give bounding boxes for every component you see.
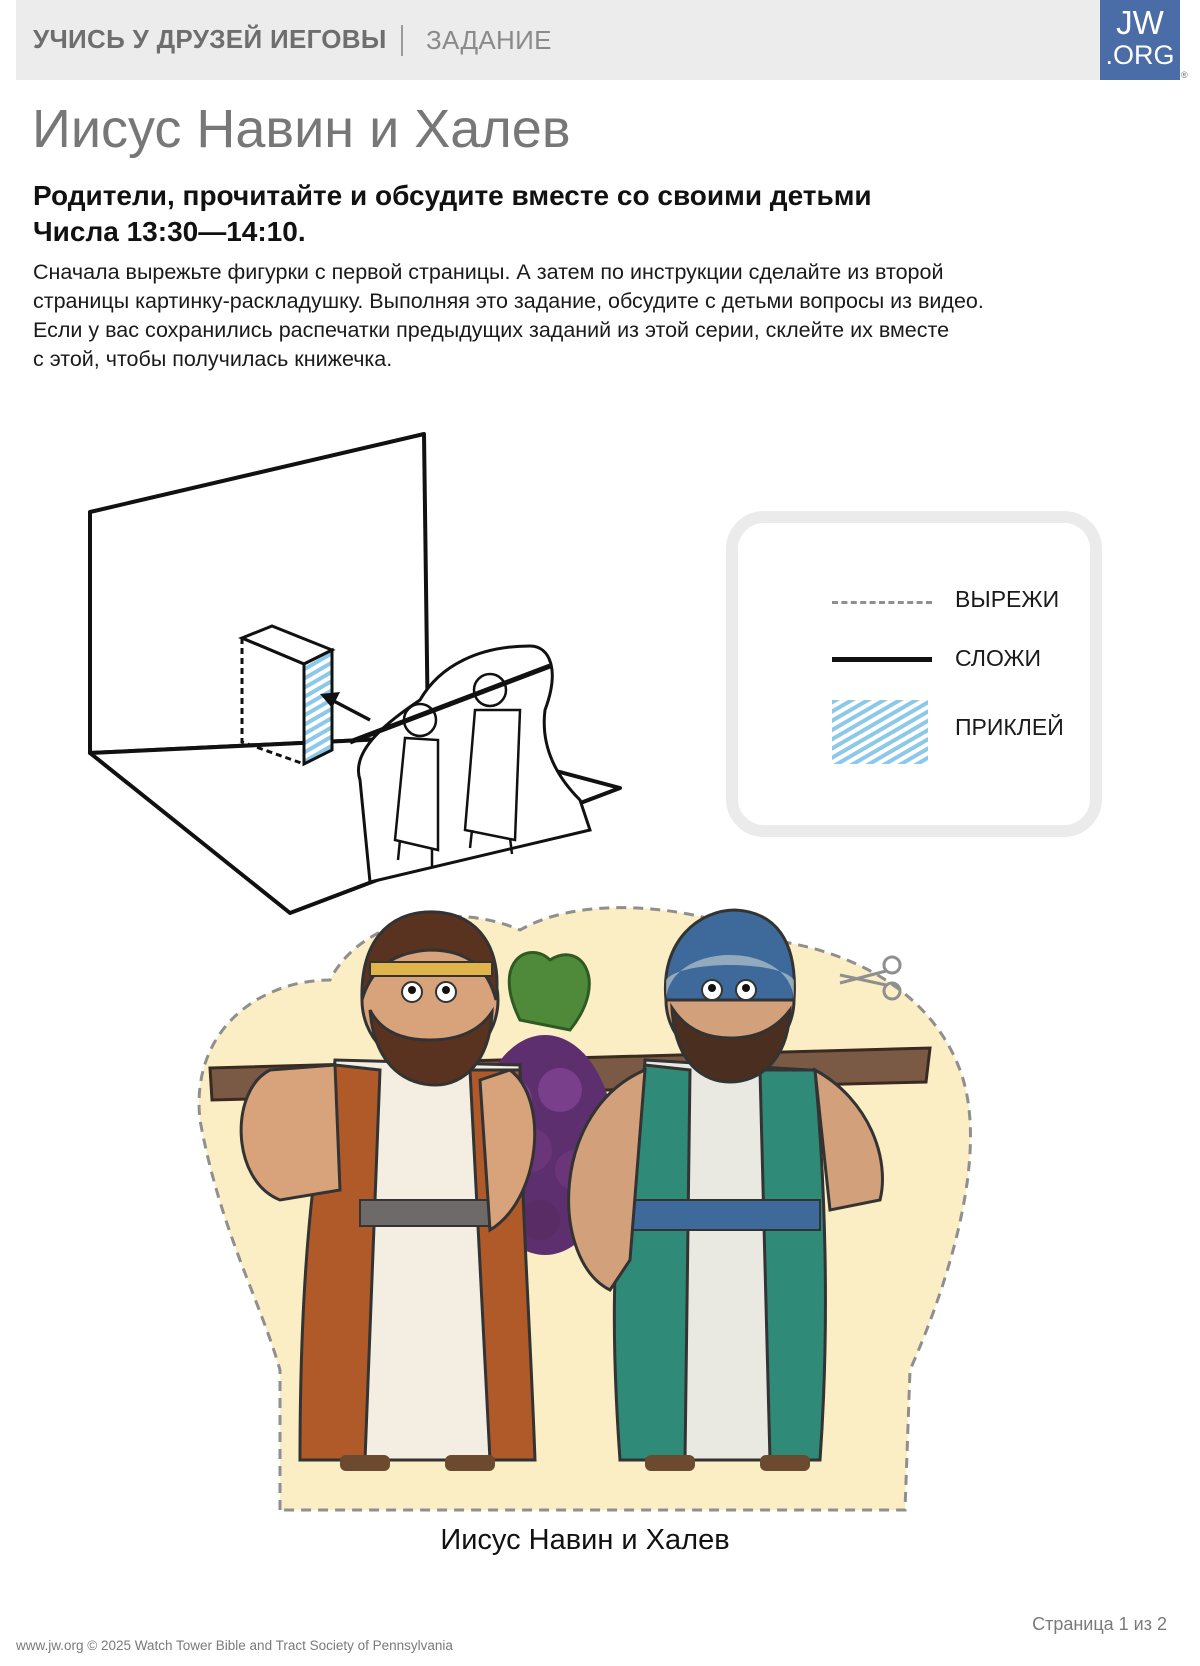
cut-line-sample <box>832 601 932 604</box>
logo-text-top: JW <box>1116 4 1164 41</box>
fold-line-sample <box>832 657 932 662</box>
page-number: Страница 1 из 2 <box>1032 1614 1167 1634</box>
parent-instruction <box>33 178 1093 250</box>
copyright-footer: www.jw.org © 2025 Watch Tower Bible and Tract Society of Pennsylvania <box>16 1638 453 1653</box>
card-back-panel <box>90 434 428 753</box>
registered-mark: ® <box>1181 70 1188 80</box>
legend-cut-label: ВЫРЕЖИ <box>955 586 1060 612</box>
jw-org-logo[interactable] <box>1100 0 1180 80</box>
cutout-caption: Иисус Навин и Халев <box>440 1524 730 1556</box>
intro-line: страницы картинку-раскладушку. Выполняя это задание, обсудите с детьми вопросы из видео. <box>33 289 984 313</box>
subtitle-line-2: Числа 13:30—14:10. <box>33 216 306 247</box>
intro-line: с этой, чтобы получилась книжечка. <box>33 347 393 371</box>
page-title: Иисус Навин и Халев <box>32 99 571 159</box>
legend-glue-label: ПРИКЛЕЙ <box>955 714 1064 740</box>
subtitle-line-1: Родители, прочитайте и обсудите вместе со своими детьми <box>33 180 872 211</box>
popup-tab-side <box>304 650 332 764</box>
intro-line: Если у вас сохранились распечатки предыдущих заданий из этой серии, склейте их вместе <box>33 318 950 342</box>
logo-text-bottom: .ORG <box>1105 40 1175 70</box>
joshua-caleb-cutout <box>190 900 1010 1520</box>
header-divider <box>401 25 403 56</box>
glue-area-sample <box>832 700 928 764</box>
legend-box <box>726 511 1102 837</box>
document-type: ЗАДАНИЕ <box>426 25 552 55</box>
popup-card-diagram <box>60 420 630 920</box>
legend-fold-label: СЛОЖИ <box>955 645 1042 671</box>
series-title: УЧИСЬ У ДРУЗЕЙ ИЕГОВЫ <box>33 24 387 54</box>
intro-paragraph <box>33 258 1133 374</box>
intro-line: Сначала вырежьте фигурки с первой страницы. А затем по инструкции сделайте из второй <box>33 260 944 284</box>
